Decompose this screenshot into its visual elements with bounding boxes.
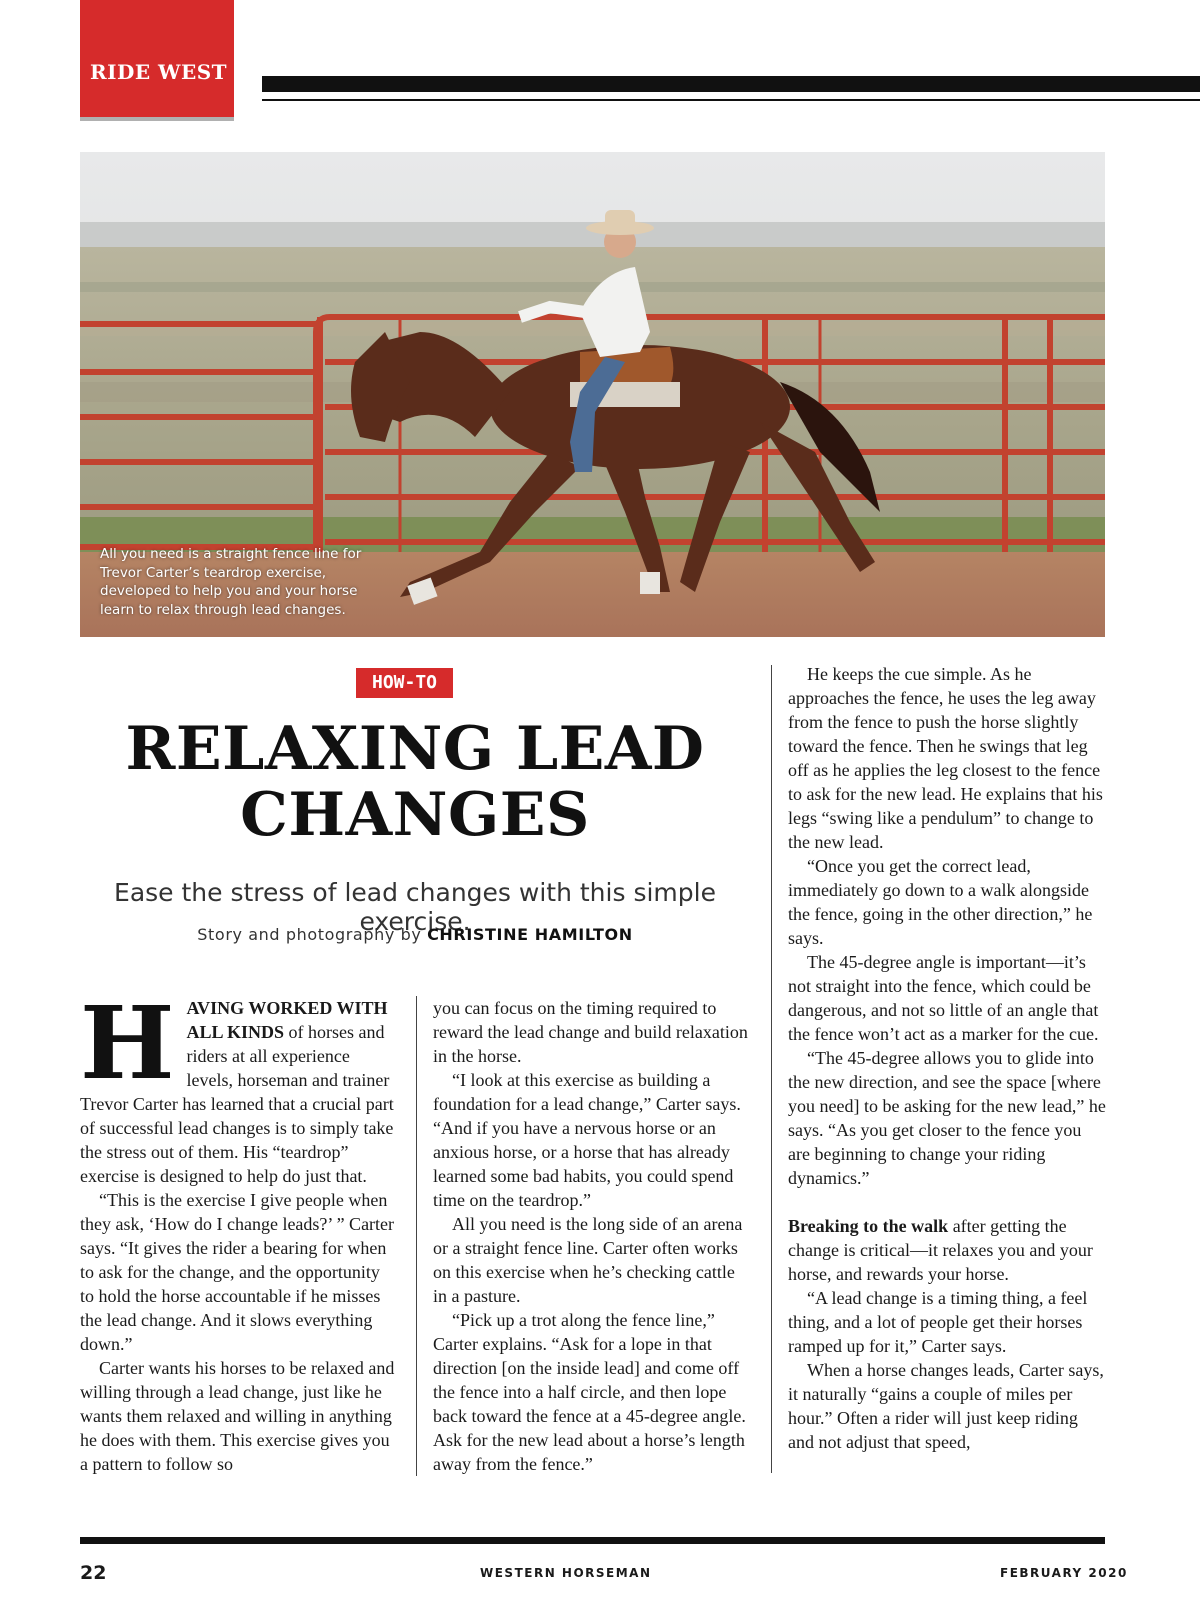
paragraph: you can focus on the timing required to reward the lead change and build relaxation in the horse. [433, 998, 748, 1066]
paragraph-text: of horses and riders at all experience levels, horseman and trainer Trevor Carter has learned that a crucial part of successful lead changes is to simply take the stress out of them. His “teardrop” exercise is designed to help do just that. [80, 1022, 394, 1186]
magazine-name: WESTERN HORSEMAN [480, 1566, 652, 1580]
paragraph: “Once you get the correct lead, immediately go down to a walk alongside the fence, going in the other direction,” he says. [788, 856, 1093, 948]
lead-in: AVING WORKED WITH ALL KINDS [186, 998, 388, 1042]
column-divider [771, 665, 772, 1473]
paragraph: “I look at this exercise as building a foundation for a lead change,” Carter says. “And if you have a nervous horse or an anxious horse, or a horse that has already learned some bad habits, you could spend time on the teardrop.” [433, 1070, 741, 1210]
kicker-badge: HOW-TO [356, 668, 453, 698]
body-column-3 [788, 662, 1106, 1454]
header-rule-thin [262, 99, 1200, 101]
paragraph [788, 1214, 1106, 1286]
paragraph: “This is the exercise I give people when they ask, ‘How do I change leads?’ ” Carter says. “It gives the rider a bearing for when to ask for the change, and the opportunity to hold the horse accountable if he misses the lead change. And it slows everything down.” [80, 1190, 395, 1354]
subhead-lead: Breaking to the walk [788, 1216, 949, 1236]
paragraph: He keeps the cue simple. As he approaches the fence, he uses the leg away from the fence to push the horse slightly toward the fence. Then he swings that leg off as he applies the leg closest to the fence to ask for the new lead. He explains that his legs “swing like a pendulum” to change to the new lead. [788, 664, 1103, 852]
paragraph [80, 984, 398, 1188]
paragraph: The 45-degree angle is important—it’s not straight into the fence, which could be dangerous, and not so little of an angle that the fence won’t act as a marker for the cue. [788, 952, 1099, 1044]
paragraph: When a horse changes leads, Carter says, it naturally “gains a couple of miles per hour.” Often a rider will just keep riding and not adjust that speed, [788, 1360, 1104, 1452]
section-tag [80, 0, 234, 117]
paragraph: “The 45-degree allows you to glide into the new direction, and see the space [where you need] to be asking for the new lead,” he says. “As you get closer to the fence you are beginning to change your riding dynamics.” [788, 1048, 1106, 1188]
photo-caption: All you need is a straight fence line for Trevor Carter’s teardrop exercise, developed to help you and your horse learn to relax through lead changes. [100, 546, 362, 618]
paragraph: All you need is the long side of an arena or a straight fence line. Carter often works on this exercise when he’s checking cattle in a pasture. [433, 1214, 743, 1306]
paragraph: “Pick up a trot along the fence line,” Carter explains. “Ask for a lope in that direction [on the inside lead] and come off the fence into a half circle, and then lope back toward the fence at a 45-degree angle. Ask for the new lead about a horse’s length away from the fence.” [433, 1310, 746, 1474]
headline [80, 716, 750, 848]
body-column-2 [433, 996, 753, 1476]
column-divider [416, 996, 417, 1476]
dek: Ease the stress of lead changes with this simple exercise. [114, 878, 716, 936]
body-column-1 [80, 984, 398, 1476]
paragraph: “A lead change is a timing thing, a feel thing, and a lot of people get their horses ramped up for it,” Carter says. [788, 1288, 1088, 1356]
headline-line-1: RELAXING LEAD [125, 714, 705, 784]
issue-date: FEBRUARY 2020 [1000, 1566, 1128, 1580]
page-number: 22 [80, 1562, 107, 1584]
paragraph: Carter wants his horses to be relaxed and willing through a lead change, just like he wants them relaxed and willing in anything he does with them. This exercise gives you a pattern to follow so [80, 1358, 395, 1474]
byline-author: CHRISTINE HAMILTON [427, 925, 633, 944]
byline [80, 925, 750, 944]
paragraph-text: after getting the change is critical—it relaxes you and your horse, and rewards your horse. [788, 1216, 1093, 1284]
byline-prefix: Story and photography by [197, 925, 422, 944]
header-rule-thick [262, 76, 1200, 92]
drop-cap: H [80, 984, 175, 1102]
headline-line-2: CHANGES [240, 780, 590, 850]
section-label: RIDE WEST [90, 60, 228, 84]
paragraph-spacer [788, 1190, 1106, 1214]
footer-rule [80, 1537, 1105, 1544]
